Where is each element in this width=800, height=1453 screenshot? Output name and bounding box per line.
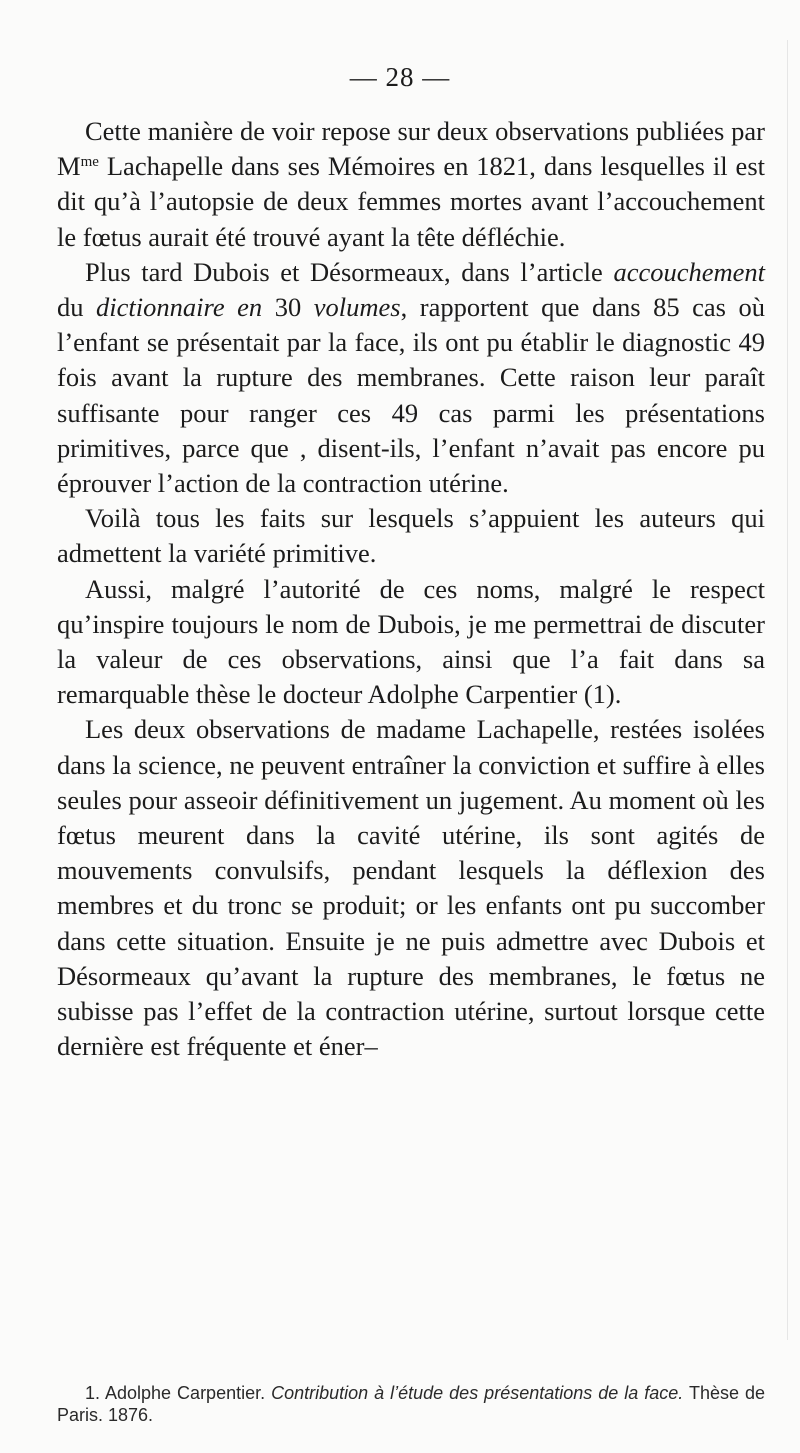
paragraph-2 <box>57 255 765 501</box>
paragraph-1-text-a: Cette manière de voir repose sur deux observations publiées par M <box>57 116 765 182</box>
italic-volumes: volumes <box>313 292 401 323</box>
paragraph-1-text-b: Lachapelle dans ses Mémoires en 1821, dans lesquelles il est dit qu’à l’autopsie de deux femmes mortes avant l’accouchement le fœtus aurait été trouvé ayant la tête défléchie. <box>57 151 765 252</box>
paragraph-1 <box>57 114 765 255</box>
paragraph-2-text-d: , rapportent que dans 85 cas où l’enfant se présentait par la face, ils ont pu établir le diagnostic 49 fois avant la rupture des membranes. Cette raison leur paraît suffisante pour ranger ces 49 cas parmi les présentations primitives, parce que , disent-ils, l’enfant n’avait pas encore pu éprouver l’action de la contraction utérine. <box>57 292 765 499</box>
paragraph-4: Aussi, malgré l’autorité de ces noms, malgré le respect qu’inspire toujours le nom de Dubois, je me permettrai de discuter la valeur de ces observations, ainsi que l’a fait dans sa remarquable thèse le docteur Adolphe Carpentier (1). <box>57 573 765 710</box>
paragraph-3: Voilà tous les faits sur lesquels s’appuient les auteurs qui admettent la variété primitive. <box>57 503 765 569</box>
page-number: — 28 — <box>349 62 451 92</box>
footnote-text-a: 1. Adolphe Carpentier. <box>85 1383 272 1403</box>
paragraph-2-text-b: du <box>57 292 97 323</box>
footnote <box>57 1382 765 1426</box>
italic-accouchement: accouchement <box>613 256 765 287</box>
italic-dictionnaire: dictionnaire en <box>96 292 263 323</box>
page-edge-shadow <box>787 40 788 1340</box>
superscript-me: me <box>80 154 99 171</box>
paragraph-2-text-c: 30 <box>262 292 314 323</box>
main-text <box>57 114 765 1064</box>
paragraph-2-text-a: Plus tard Dubois et Désormeaux, dans l’article <box>85 256 614 287</box>
footnote-text-b: Thèse de Paris. 1876. <box>57 1383 765 1425</box>
paragraph-5: Les deux observations de madame Lachapelle, restées isolées dans la science, ne peuvent entraîner la conviction et suffire à elles seules pour asseoir définitivement un jugement. Au moment où les fœtus meurent dans la cavité utérine, ils sont agités de mouvements convulsifs, pendant lesquels la déflexion des membres et du tronc se produit; or les enfants ont pu succomber dans cette situation. Ensuite je ne puis admettre avec Dubois et Désormeaux qu’avant la rupture des membranes, le fœtus ne subisse pas l’effet de la contraction utérine, surtout lorsque cette dernière est fréquente et éner– <box>57 714 765 1062</box>
footnote-title: Contribution à l’étude des présentations de la face. <box>271 1383 684 1403</box>
